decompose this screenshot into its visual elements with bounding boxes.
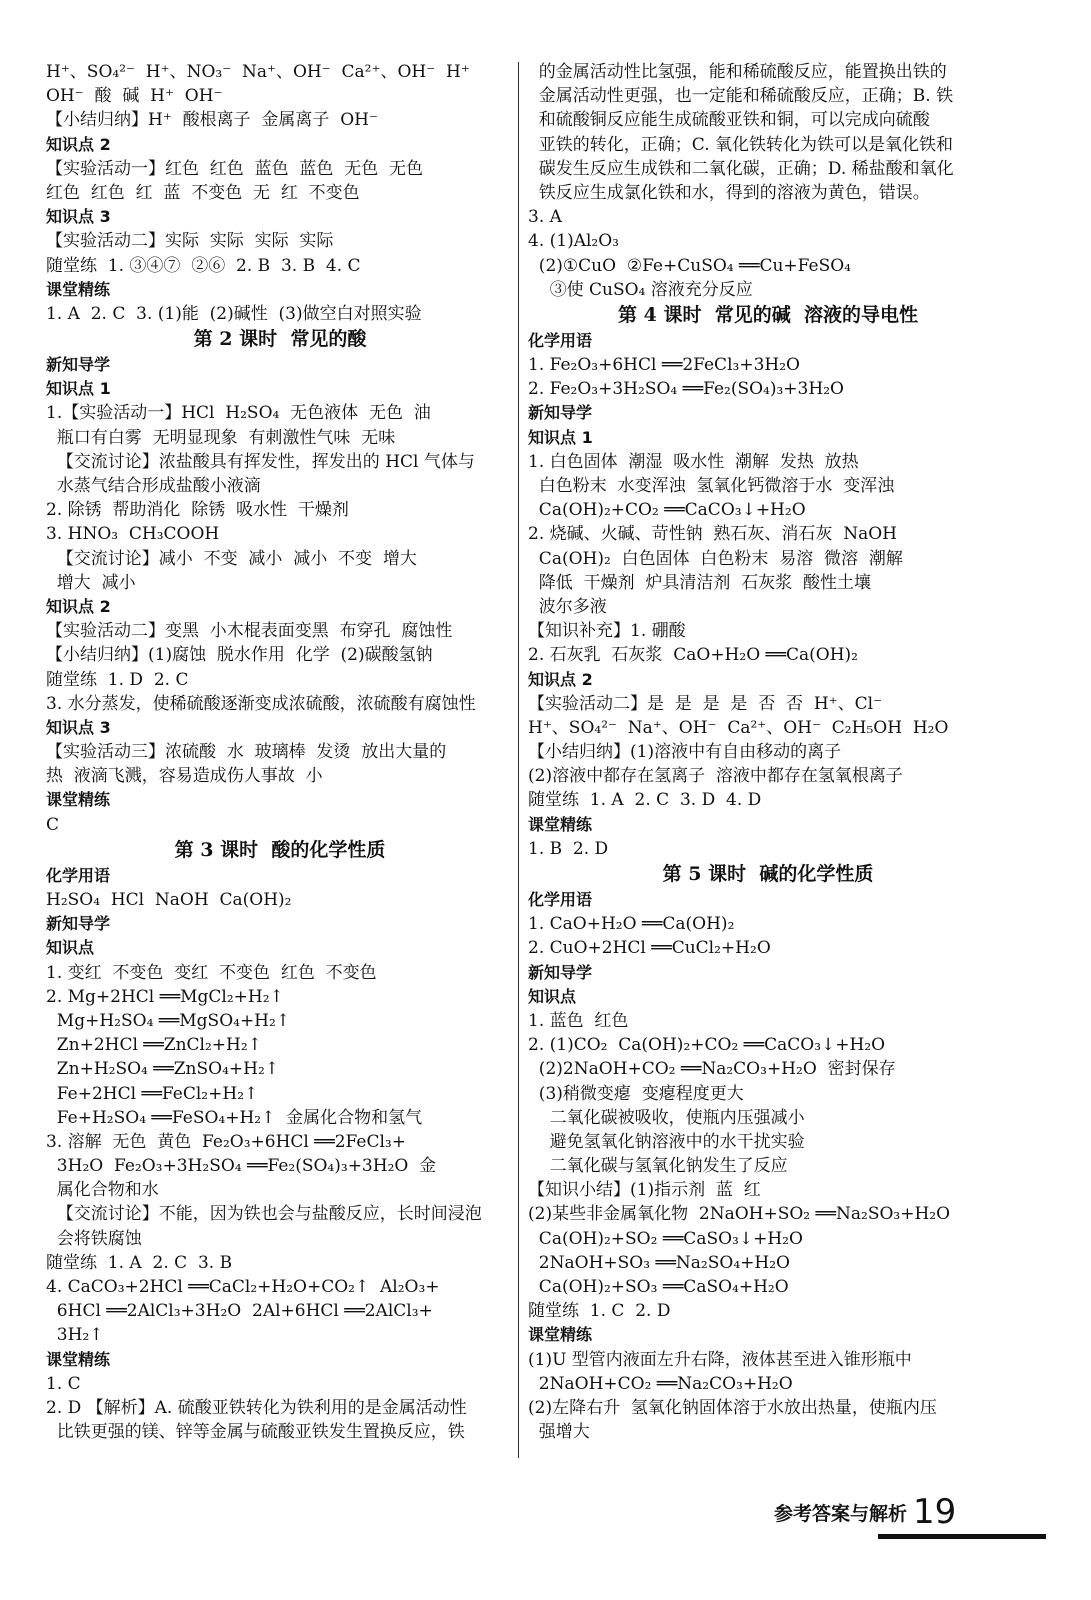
subsection-heading: 知识点 1	[528, 427, 593, 447]
answer-line: 1. 白色固体 潮湿 吸水性 潮解 发热 放热	[528, 451, 859, 472]
answer-line: 2. D 【解析】A. 硫酸亚铁转化为铁利用的是金属活动性	[46, 1397, 467, 1418]
answer-line: (2)溶液中都存在氢离子 溶液中都存在氢氧根离子	[528, 766, 903, 787]
answer-line: 6HCl ══2AlCl₃+3H₂O 2Al+6HCl ══2AlCl₃+	[46, 1301, 433, 1322]
answer-line: 【实验活动三】浓硫酸 水 玻璃棒 发烫 放出大量的	[46, 742, 447, 763]
subsection-heading: 化学用语	[528, 330, 593, 350]
answer-line: 3H₂O Fe₂O₃+3H₂SO₄ ══Fe₂(SO₄)₃+3H₂O 金	[46, 1156, 437, 1177]
subsection-heading: 知识点	[528, 986, 577, 1006]
answer-line: 增大 减小	[46, 572, 136, 593]
answer-line: 1. Fe₂O₃+6HCl ══2FeCl₃+3H₂O	[528, 355, 800, 376]
answer-line: 2. 石灰乳 石灰浆 CaO+H₂O ══Ca(OH)₂	[528, 645, 858, 666]
answer-line: 3. 溶解 无色 黄色 Fe₂O₃+6HCl ══2FeCl₃+	[46, 1131, 406, 1152]
answer-line: 二氧化碳被吸收，使瓶内压强减小	[528, 1107, 805, 1128]
subsection-heading: 知识点 3	[46, 717, 111, 737]
subsection-heading: 课堂精练	[46, 790, 111, 810]
subsection-heading: 知识点 1	[46, 379, 111, 399]
answer-line: Ca(OH)₂+SO₃ ══CaSO₄+H₂O	[528, 1277, 789, 1297]
answer-line: 2NaOH+SO₃ ══Na₂SO₄+H₂O	[528, 1252, 790, 1273]
subsection-heading: 知识点 2	[46, 596, 111, 616]
answer-line: 随堂练 1. A 2. C 3. B	[46, 1252, 233, 1273]
answer-line: H⁺、SO₄²⁻ H⁺、NO₃⁻ Na⁺、OH⁻ Ca²⁺、OH⁻ H⁺	[46, 62, 470, 82]
subsection-heading: 课堂精练	[528, 1325, 593, 1345]
answer-line: 3. HNO₃ CH₃COOH	[46, 524, 220, 545]
answer-line: 3. 水分蒸发，使稀硫酸逐渐变成浓硫酸，浓硫酸有腐蚀性	[46, 693, 476, 714]
answer-line: C	[46, 814, 60, 835]
answer-line: 【交流讨论】减小 不变 减小 减小 不变 增大	[46, 548, 417, 569]
answer-line: 1. 蓝色 红色	[528, 1010, 629, 1031]
answer-line: 波尔多液	[528, 596, 607, 617]
answer-line: 1. B 2. D	[528, 838, 609, 859]
subsection-heading: 新知导学	[46, 914, 111, 934]
answer-line: 属化合物和水	[46, 1180, 159, 1201]
answer-line: 【小结归纳】H⁺ 酸根离子 金属离子 OH⁻	[46, 110, 378, 131]
answer-line: Ca(OH)₂ 白色固体 白色粉末 易溶 微溶 潮解	[528, 548, 903, 569]
answer-line: 【小结归纳】(1)腐蚀 脱水作用 化学 (2)碳酸氢钠	[46, 645, 433, 666]
section-title: 第 3 课时 酸的化学性质	[174, 838, 386, 861]
answer-line: 【实验活动一】红色 红色 蓝色 蓝色 无色 无色	[46, 158, 424, 179]
answer-line: (2)2NaOH+CO₂ ══Na₂CO₃+H₂O 密封保存	[528, 1059, 896, 1080]
answer-line: (2)①CuO ②Fe+CuSO₄ ══Cu+FeSO₄	[528, 255, 851, 276]
page-footer	[774, 1492, 956, 1532]
answer-line: 热 液滴飞溅，容易造成伤人事故 小	[46, 766, 323, 787]
subsection-heading: 知识点 2	[46, 134, 111, 154]
answer-line: OH⁻ 酸 碱 H⁺ OH⁻	[46, 86, 223, 107]
subsection-heading: 化学用语	[528, 890, 593, 909]
answer-line: 铁反应生成氯化铁和水，得到的溶液为黄色，错误。	[528, 182, 930, 203]
answer-line: 【实验活动二】实际 实际 实际 实际	[46, 231, 334, 252]
answer-line: 随堂练 1. ③④⑦ ②⑥ 2. B 3. B 4. C	[46, 255, 361, 276]
answer-line: 【小结归纳】(1)溶液中有自由移动的离子	[528, 742, 842, 763]
answer-line: 比铁更强的镁、锌等金属与硫酸亚铁发生置换反应，铁	[46, 1422, 465, 1443]
section-title: 第 4 课时 常见的碱 溶液的导电性	[618, 303, 918, 326]
subsection-heading: 课堂精练	[46, 279, 111, 299]
answer-line: 避免氢氧化钠溶液中的水干扰实验	[528, 1131, 805, 1152]
answer-line: (2)某些非金属氧化物 2NaOH+SO₂ ══Na₂SO₃+H₂O	[528, 1204, 951, 1225]
answer-line: 和硫酸铜反应能生成硫酸亚铁和铜，可以完成向硫酸	[528, 110, 930, 131]
answer-line: 【交流讨论】浓盐酸具有挥发性，挥发出的 HCl 气体与	[46, 451, 475, 472]
right-column	[528, 60, 1008, 1444]
answer-line: 随堂练 1. D 2. C	[46, 669, 189, 690]
answer-line: 瓶口有白雾 无明显现象 有刺激性气味 无味	[46, 427, 396, 448]
subsection-heading: 知识点 2	[528, 669, 593, 689]
section-title: 第 2 课时 常见的酸	[193, 328, 367, 351]
answer-line: 4. (1)Al₂O₃	[528, 231, 619, 252]
answer-line: 2. CuO+2HCl ══CuCl₂+H₂O	[528, 938, 771, 959]
answer-line: 【交流讨论】不能，因为铁也会与盐酸反应，长时间浸泡	[46, 1204, 482, 1225]
column-divider	[518, 62, 519, 1458]
answer-line: Zn+H₂SO₄ ══ZnSO₄+H₂↑	[46, 1059, 280, 1080]
answer-line: 4. CaCO₃+2HCl ══CaCl₂+H₂O+CO₂↑ Al₂O₃+	[46, 1277, 440, 1297]
answer-line: 【实验活动二】是 是 是 是 否 否 H⁺、Cl⁻	[528, 693, 883, 714]
answer-line: Fe+2HCl ══FeCl₂+H₂↑	[46, 1083, 259, 1104]
answer-line: 2. Fe₂O₃+3H₂SO₄ ══Fe₂(SO₄)₃+3H₂O	[528, 379, 844, 400]
answer-line: (1)U 型管内液面左升右降，液体甚至进入锥形瓶中	[528, 1349, 912, 1370]
answer-line: 1. 变红 不变色 变红 不变色 红色 不变色	[46, 962, 377, 983]
answer-line: 1. A 2. C 3. (1)能 (2)碱性 (3)做空白对照实验	[46, 303, 422, 324]
answer-line: 水蒸气结合形成盐酸小液滴	[46, 476, 261, 496]
answer-line: 金属活动性更强，也一定能和稀硫酸反应，正确；B. 铁	[528, 86, 954, 107]
subsection-heading: 课堂精练	[46, 1349, 111, 1369]
subsection-heading: 新知导学	[528, 403, 593, 423]
answer-line: (2)左降右升 氢氧化钠固体溶于水放出热量，使瓶内压	[528, 1397, 937, 1418]
answer-line: 红色 红色 红 蓝 不变色 无 红 不变色	[46, 182, 360, 203]
answer-line: 3H₂↑	[46, 1325, 104, 1346]
answer-line: 2. (1)CO₂ Ca(OH)₂+CO₂ ══CaCO₃↓+H₂O	[528, 1035, 886, 1056]
answer-line: 1. C	[46, 1373, 81, 1394]
subsection-heading: 知识点	[46, 938, 95, 958]
answer-line: 3. A	[528, 207, 562, 228]
subsection-heading: 课堂精练	[528, 814, 593, 834]
answer-line: Fe+H₂SO₄ ══FeSO₄+H₂↑ 金属化合物和氢气	[46, 1107, 423, 1128]
answer-line: Ca(OH)₂+SO₂ ══CaSO₃↓+H₂O	[528, 1228, 803, 1249]
subsection-heading: 化学用语	[46, 865, 111, 885]
subsection-heading: 新知导学	[46, 355, 111, 375]
section-title: 第 5 课时 碱的化学性质	[662, 863, 874, 885]
answer-line: 二氧化碳与氢氧化钠发生了反应	[528, 1156, 788, 1177]
answer-line: 2NaOH+CO₂ ══Na₂CO₃+H₂O	[528, 1373, 793, 1394]
answer-line: 1. CaO+H₂O ══Ca(OH)₂	[528, 914, 735, 935]
subsection-heading: 知识点 3	[46, 207, 111, 227]
answer-line: 强增大	[528, 1422, 590, 1443]
answer-line: Mg+H₂SO₄ ══MgSO₄+H₂↑	[46, 1010, 291, 1031]
answer-line: 2. 烧碱、火碱、苛性钠 熟石灰、消石灰 NaOH	[528, 524, 898, 545]
subsection-heading: 新知导学	[528, 962, 593, 982]
left-column	[46, 60, 514, 1444]
answer-line: 【实验活动二】变黑 小木棍表面变黑 布穿孔 腐蚀性	[46, 621, 453, 642]
page-number: 19	[913, 1492, 957, 1532]
footer-rule	[878, 1534, 1046, 1539]
footer-label: 参考答案与解析	[774, 1503, 908, 1525]
answer-line: 亚铁的转化，正确；C. 氧化铁转化为铁可以是氧化铁和	[528, 134, 954, 155]
answer-line: 【知识补充】1. 硼酸	[528, 621, 686, 642]
answer-line: 2. Mg+2HCl ══MgCl₂+H₂↑	[46, 986, 284, 1007]
answer-line: 白色粉末 水变浑浊 氢氧化钙微溶于水 变浑浊	[528, 476, 895, 496]
answer-line: 随堂练 1. C 2. D	[528, 1301, 671, 1322]
answer-line: H⁺、SO₄²⁻ Na⁺、OH⁻ Ca²⁺、OH⁻ C₂H₅OH H₂O	[528, 717, 949, 738]
answer-line: 随堂练 1. A 2. C 3. D 4. D	[528, 790, 762, 811]
answer-line: 的金属活动性比氢强，能和稀硫酸反应，能置换出铁的	[528, 62, 947, 82]
answer-line: ③使 CuSO₄ 溶液充分反应	[528, 279, 753, 300]
answer-line: 降低 干燥剂 炉具清洁剂 石灰浆 酸性土壤	[528, 572, 872, 593]
answer-line: 碳发生反应生成铁和二氧化碳，正确；D. 稀盐酸和氧化	[528, 158, 954, 179]
answer-line: (3)稍微变瘪 变瘪程度更大	[528, 1083, 744, 1104]
answer-line: Ca(OH)₂+CO₂ ══CaCO₃↓+H₂O	[528, 500, 806, 521]
answer-line: 1.【实验活动一】HCl H₂SO₄ 无色液体 无色 油	[46, 403, 431, 424]
answer-line: Zn+2HCl ══ZnCl₂+H₂↑	[46, 1035, 262, 1056]
answer-line: H₂SO₄ HCl NaOH Ca(OH)₂	[46, 890, 292, 910]
answer-line: 会将铁腐蚀	[46, 1228, 142, 1249]
answer-line: 【知识小结】(1)指示剂 蓝 红	[528, 1180, 761, 1201]
answer-line: 2. 除锈 帮助消化 除锈 吸水性 干燥剂	[46, 500, 349, 521]
